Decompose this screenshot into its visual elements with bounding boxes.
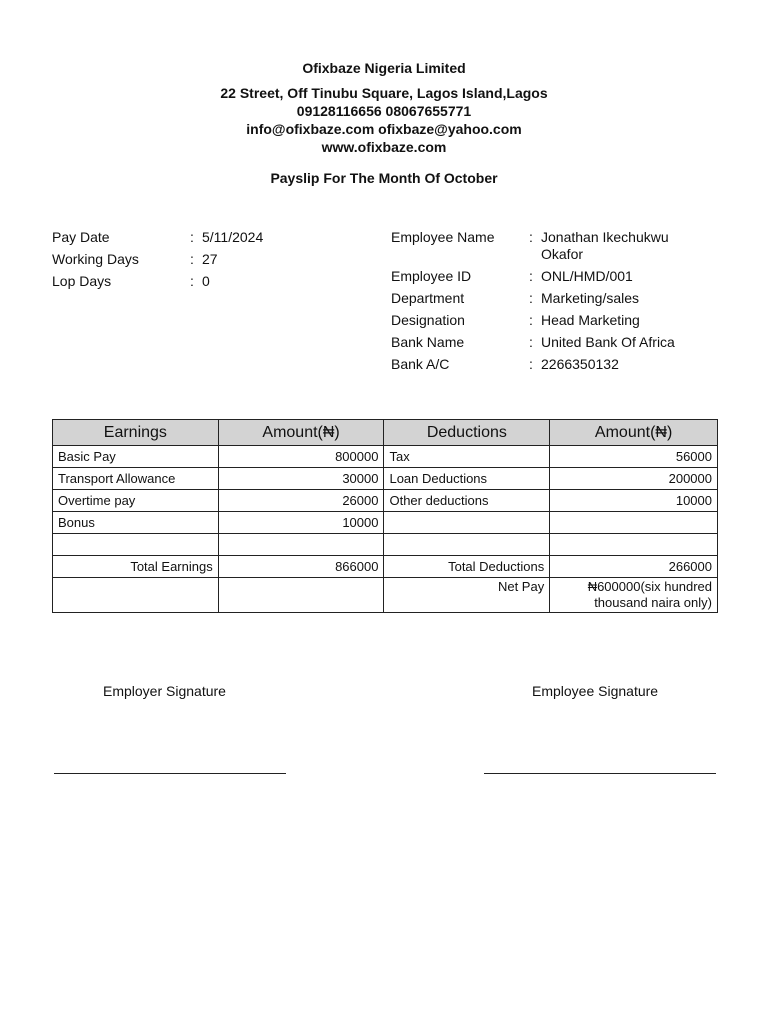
earning-amount: 800000 (218, 446, 384, 468)
department-label: Department (391, 290, 465, 306)
company-header (0, 58, 768, 156)
bank-name-row: Bank Name : United Bank Of Africa (391, 334, 711, 351)
earning-item (53, 534, 219, 556)
employee-id-label: Employee ID (391, 268, 472, 284)
table-row (53, 512, 718, 534)
pay-date-value: 5/11/2024 (202, 229, 264, 245)
table-row (53, 468, 718, 490)
employee-signature-label: Employee Signature (532, 683, 659, 699)
bank-name-label: Bank Name (391, 334, 465, 350)
table-row (53, 446, 718, 468)
earnings-header: Earnings (53, 420, 219, 446)
deduction-item (384, 512, 550, 534)
bank-name-value: United Bank Of Africa (541, 334, 675, 350)
totals-row (53, 556, 718, 578)
employee-signature-line (484, 773, 716, 774)
earning-amount: 26000 (218, 490, 384, 512)
lop-days-value: 0 (202, 273, 210, 289)
deduction-item: Other deductions (384, 490, 550, 512)
employee-name-row: Employee Name : Jonathan Ikechukwu Okafor (391, 229, 711, 263)
working-days-value: 27 (202, 251, 218, 267)
total-deductions-label: Total Deductions (384, 556, 550, 578)
total-deductions-value: 266000 (550, 556, 718, 578)
lop-days-row: Lop Days : 0 (52, 273, 210, 289)
deduction-amount: 10000 (550, 490, 718, 512)
company-website: www.ofixbaze.com (321, 139, 447, 155)
deduction-item: Tax (384, 446, 550, 468)
lop-days-label: Lop Days (52, 273, 112, 289)
payslip-title: Payslip For The Month Of October (270, 170, 498, 186)
earning-amount: 10000 (218, 512, 384, 534)
bank-account-row: Bank A/C : 2266350132 (391, 356, 711, 373)
total-earnings-label: Total Earnings (53, 556, 219, 578)
net-pay-value: ₦600000(six hundred thousand naira only) (550, 578, 718, 613)
employee-name-label: Employee Name (391, 229, 495, 245)
company-name: Ofixbaze Nigeria Limited (302, 60, 466, 76)
company-address: 22 Street, Off Tinubu Square, Lagos Island,Lagos (220, 85, 548, 101)
deduction-amount: 200000 (550, 468, 718, 490)
earning-item: Basic Pay (53, 446, 219, 468)
table-row (53, 490, 718, 512)
earning-item: Overtime pay (53, 490, 219, 512)
deductions-amount-header: Amount(₦) (550, 420, 718, 446)
table-row-empty (53, 534, 718, 556)
company-emails: info@ofixbaze.com ofixbaze@yahoo.com (246, 121, 522, 137)
pay-info (52, 229, 263, 295)
pay-date-row: Pay Date : 5/11/2024 (52, 229, 264, 245)
pay-date-label: Pay Date (52, 229, 110, 245)
employer-signature-line (54, 773, 286, 774)
earnings-deductions-table (52, 419, 718, 613)
department-value: Marketing/sales (541, 290, 640, 306)
deductions-header: Deductions (384, 420, 550, 446)
earning-item: Bonus (53, 512, 219, 534)
table-header-row (53, 420, 718, 446)
employee-info (391, 229, 711, 378)
deduction-amount (550, 534, 718, 556)
bank-account-value: 2266350132 (541, 356, 619, 372)
employee-name-value: Jonathan Ikechukwu Okafor (541, 229, 669, 262)
department-row: Department : Marketing/sales (391, 290, 711, 307)
earning-item: Transport Allowance (53, 468, 219, 490)
working-days-label: Working Days (52, 251, 139, 267)
deduction-amount (550, 512, 718, 534)
earning-amount: 30000 (218, 468, 384, 490)
net-pay-row (53, 578, 718, 613)
deduction-amount: 56000 (550, 446, 718, 468)
working-days-row: Working Days : 27 (52, 251, 218, 267)
designation-value: Head Marketing (541, 312, 640, 328)
deduction-item: Loan Deductions (384, 468, 550, 490)
earnings-amount-header: Amount(₦) (218, 420, 384, 446)
net-pay-label: Net Pay (384, 578, 550, 613)
earning-amount (218, 534, 384, 556)
deduction-item (384, 534, 550, 556)
company-phones: 09128116656 08067655771 (296, 103, 472, 119)
total-earnings-value: 866000 (218, 556, 384, 578)
employer-signature-label: Employer Signature (103, 683, 226, 699)
employee-id-row: Employee ID : ONL/HMD/001 (391, 268, 711, 285)
designation-label: Designation (391, 312, 465, 328)
bank-account-label: Bank A/C (391, 356, 450, 372)
employee-id-value: ONL/HMD/001 (541, 268, 633, 284)
designation-row: Designation : Head Marketing (391, 312, 711, 329)
